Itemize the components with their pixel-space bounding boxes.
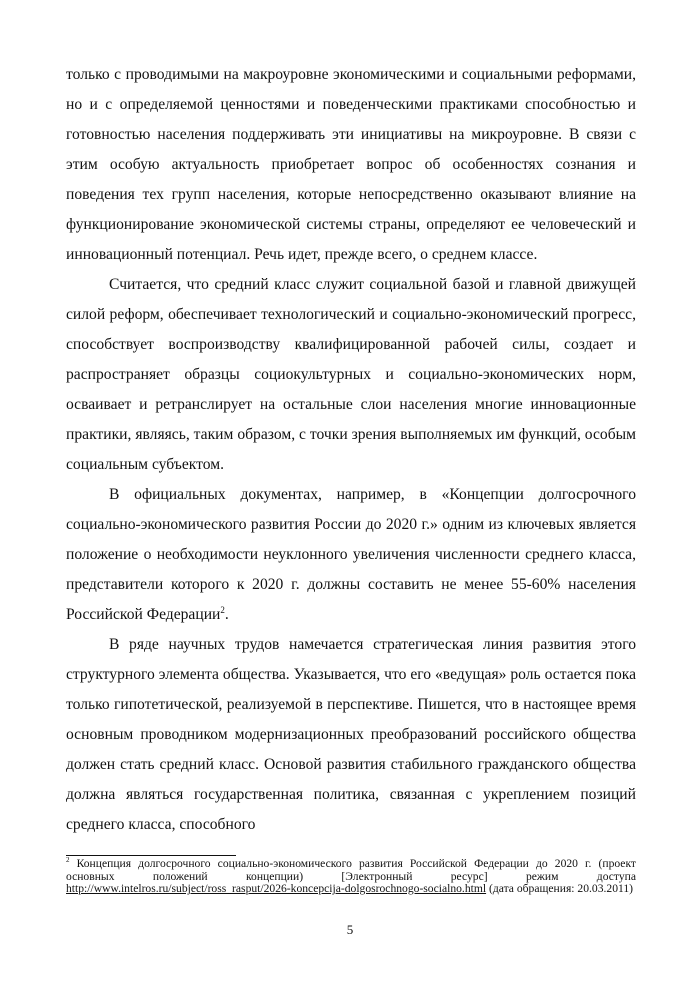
page-number: 5 [346,922,354,937]
footnote-link[interactable]: http://www.intelros.ru/subject/ross_rasput/2026-koncepcija-dolgosrochnogo-socialno.html [66,882,487,895]
main-text-body [66,60,636,840]
footnote-number: 2 [66,856,70,865]
paragraph-3: В официальных документах, например, в «Концепции долгосрочного социально-экономического развития России до 2020 г.» одним из ключевых является положение о необходимости неуклонного увеличения численности среднего класса, представители которого к 2020 г. должны составить не менее 55-60% населения Российской Федерации$^2$. [66,486,636,623]
footnote-access-date: (дата обращения: 20.03.2011) [486,882,634,895]
footnote-reference[interactable]: 2 [220,604,225,615]
footnote [66,858,636,896]
paragraph-2: Считается, что средний класс служит социальной базой и главной движущей силой реформ, обеспечивает технологический и социально-экономический прогресс, способствует воспроизводству квалифицированной рабочей силы, создает и распространяет образцы социокультурных и социально-экономических норм, осваивает и ретранслирует на остальные слои населения многие инновационные практики, являясь, таким образом, с точки зрения выполняемых им функций, особым социальным субъектом. [66,276,636,473]
paragraph-4: В ряде научных трудов намечается стратегическая линия развития этого структурного элемента общества. Указывается, что его «ведущая» роль остается пока только гипотетической, реализуемой в перспективе. Пишется, что в настоящее время основным проводником модернизационных преобразований российского общества должен стать средний класс. Основой развития стабильного гражданского общества должна являться государственная политика, связанная с укреплением позиций среднего класса, способного [66,636,636,833]
paragraph-3-text: В официальных документах, например, в «Концепции долгосрочного социально-экономического развития России до 2020 г.» одним из ключевых является положение о необходимости неуклонного увеличения численности среднего класса, представители которого к 2020 г. должны составить не менее 55-60% населения Российской Федерации [66,486,636,623]
footnote-text: Концепция долгосрочного социально-экономического развития Российской Федерации до 2020 г. (проект основных положений концепции) [Электронный ресурс] режим доступа [66,857,636,883]
footnote-separator [66,855,236,856]
paragraph-1: только с проводимыми на макроуровне экономическими и социальными реформами, но и с определяемой ценностями и поведенческими практиками способностью и готовностью населения поддерживать эти инициативы на микроуровне. В связи с этим особую актуальность приобретает вопрос об особенностях сознания и поведения тех групп населения, которые непосредственно оказывают влияние на функционирование экономической системы страны, определяют ее человеческий и инновационный потенциал. Речь идет, прежде всего, о среднем классе. [66,66,636,263]
